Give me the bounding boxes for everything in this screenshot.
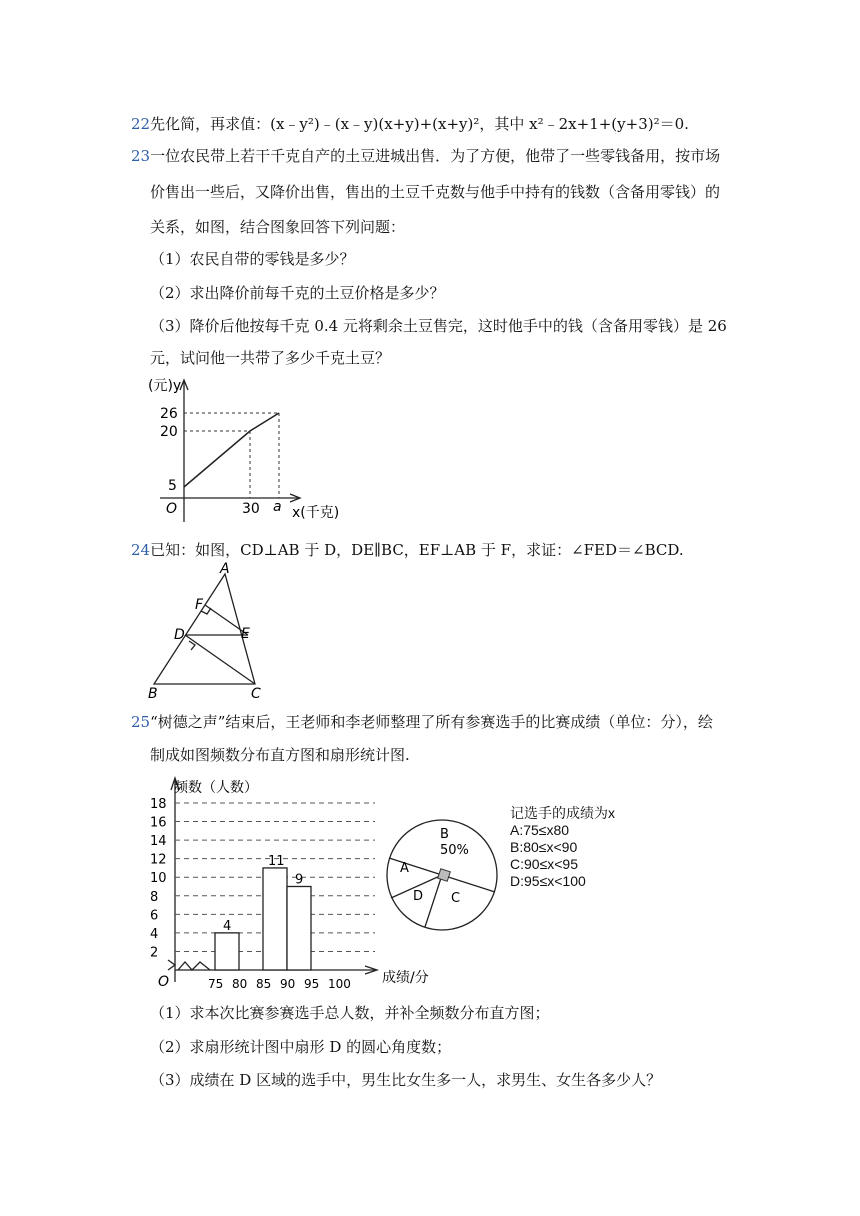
hist-bar — [263, 868, 287, 970]
q23-sub-3-line-1: （3）降价后他按每千克 0.4 元将剩余土豆售完，这时他手中的钱（含备用零钱）是 26 — [150, 317, 727, 335]
label-a: A — [220, 562, 230, 577]
q22 — [131, 114, 689, 134]
q24 — [131, 540, 684, 560]
pie-center-mark — [438, 869, 451, 882]
pie-chart — [385, 808, 505, 948]
q24-figure — [140, 562, 280, 702]
label-f: F — [195, 597, 204, 613]
origin-label: O — [166, 501, 178, 517]
y-unit-label: (元)y — [148, 378, 182, 394]
pie-legend — [510, 805, 615, 890]
hist-xtick-label: 80 — [232, 977, 248, 991]
q25-text-1: “树德之声”结束后，王老师和李老师整理了所有参赛选手的比赛成绩（单位：分），绘 — [150, 713, 713, 731]
hist-bar — [287, 887, 311, 971]
legend-title: 记选手的成绩为x — [510, 805, 615, 821]
hist-xtick-label: 90 — [280, 977, 296, 991]
hist-ytick-label: 6 — [150, 908, 159, 924]
hist-ytick-label: 18 — [150, 797, 167, 812]
pie-divider-dc — [425, 875, 442, 927]
q23-line-2: 价售出一些后，又降价出售，售出的土豆千克数与他手中持有的钱数（含备用零钱）的 — [150, 183, 721, 201]
legend-item-d: D:95≤x<100 — [510, 873, 586, 889]
q25-sub-1: （1）求本次比赛参赛选手总人数，并补全频数分布直方图； — [150, 1004, 550, 1022]
hist-bar-label: 11 — [268, 853, 285, 869]
pie-label-d: D — [413, 889, 424, 904]
hist-ytick-label: 8 — [150, 889, 159, 905]
q25-sub-3: （3）成绩在 D 区域的选手中，男生比女生多一人，求男生、女生各多少人？ — [150, 1071, 662, 1089]
pie-label-c: C — [451, 891, 461, 906]
pie-label-a: A — [400, 861, 409, 876]
hist-y-break — [168, 960, 175, 970]
q24-number: 24 — [131, 541, 151, 559]
q23-graph — [140, 372, 360, 532]
hist-ylabel: 频数（人数） — [174, 780, 258, 796]
label-d: D — [174, 627, 185, 643]
x-tick-30: 30 — [242, 501, 260, 517]
hist-ytick-label: 14 — [150, 834, 167, 850]
hist-ytick-label: 2 — [150, 945, 159, 961]
x-tick-a: a — [273, 499, 282, 515]
legend-item-c: C:90≤x<95 — [510, 856, 579, 872]
segment-cd — [185, 635, 255, 684]
hist-bar-label: 9 — [295, 872, 304, 888]
label-e: E — [241, 626, 250, 642]
q25-sub-2: （2）求扇形统计图中扇形 D 的圆心角度数； — [150, 1038, 452, 1056]
right-angle-d — [189, 641, 195, 650]
hist-xlabel: 成绩/分 — [382, 970, 429, 986]
legend-item-a: A:75≤x80 — [510, 822, 570, 838]
hist-xtick-label: 95 — [304, 977, 320, 991]
q24-text: 已知：如图，CD⊥AB 于 D，DE∥BC，EF⊥AB 于 F，求证：∠FED＝∠BCD. — [150, 541, 684, 559]
x-unit-label: x(千克) — [292, 505, 340, 521]
hist-xtick-label: 100 — [328, 977, 351, 991]
hist-xtick-label: 85 — [256, 977, 272, 991]
legend-item-b: B:80≤x<90 — [510, 839, 578, 855]
pie-pct-b: 50% — [440, 843, 469, 858]
q23-sub-3-line-2: 元，试问他一共带了多少千克土豆？ — [150, 349, 391, 367]
label-c: C — [251, 686, 261, 702]
y-tick-26: 26 — [160, 406, 178, 422]
hist-bar-label: 4 — [223, 918, 232, 934]
q23-sub-1: （1）农民自带的零钱是多少？ — [150, 250, 355, 268]
q23-text-1: 一位农民带上若干千克自产的土豆进城出售．为了方便，他带了一些零钱备用，按市场 — [150, 147, 721, 165]
q22-number: 22 — [131, 115, 151, 133]
q23-sub-2: （2）求出降价前每千克的土豆价格是多少？ — [150, 284, 445, 302]
q25-line-1 — [131, 712, 713, 732]
hist-bar — [215, 933, 239, 970]
pie-label-b: B — [440, 827, 449, 842]
q25-number: 25 — [131, 713, 151, 731]
q23-number: 23 — [131, 147, 151, 165]
q22-text: 先化简，再求值：(x﹣y²)﹣(x﹣y)(x+y)+(x+y)²，其中 x²﹣2x+1+(y+3)²＝0. — [150, 115, 689, 133]
hist-xtick-label: 75 — [208, 977, 224, 991]
hist-x-break — [178, 962, 210, 970]
hist-origin: O — [158, 974, 170, 990]
q23-line-3: 关系，如图，结合图象回答下列问题： — [150, 218, 406, 236]
hist-ytick-label: 10 — [150, 871, 167, 887]
y-tick-5: 5 — [168, 478, 177, 494]
graph-line — [184, 413, 279, 487]
hist-ytick-label: 16 — [150, 815, 167, 831]
hist-ytick-label: 12 — [150, 852, 167, 868]
hist-ytick-label: 4 — [150, 926, 159, 942]
y-tick-20: 20 — [160, 424, 178, 440]
label-b: B — [148, 686, 158, 702]
q23-line-1 — [131, 146, 720, 166]
q25-line-2: 制成如图频数分布直方图和扇形统计图. — [150, 746, 410, 764]
